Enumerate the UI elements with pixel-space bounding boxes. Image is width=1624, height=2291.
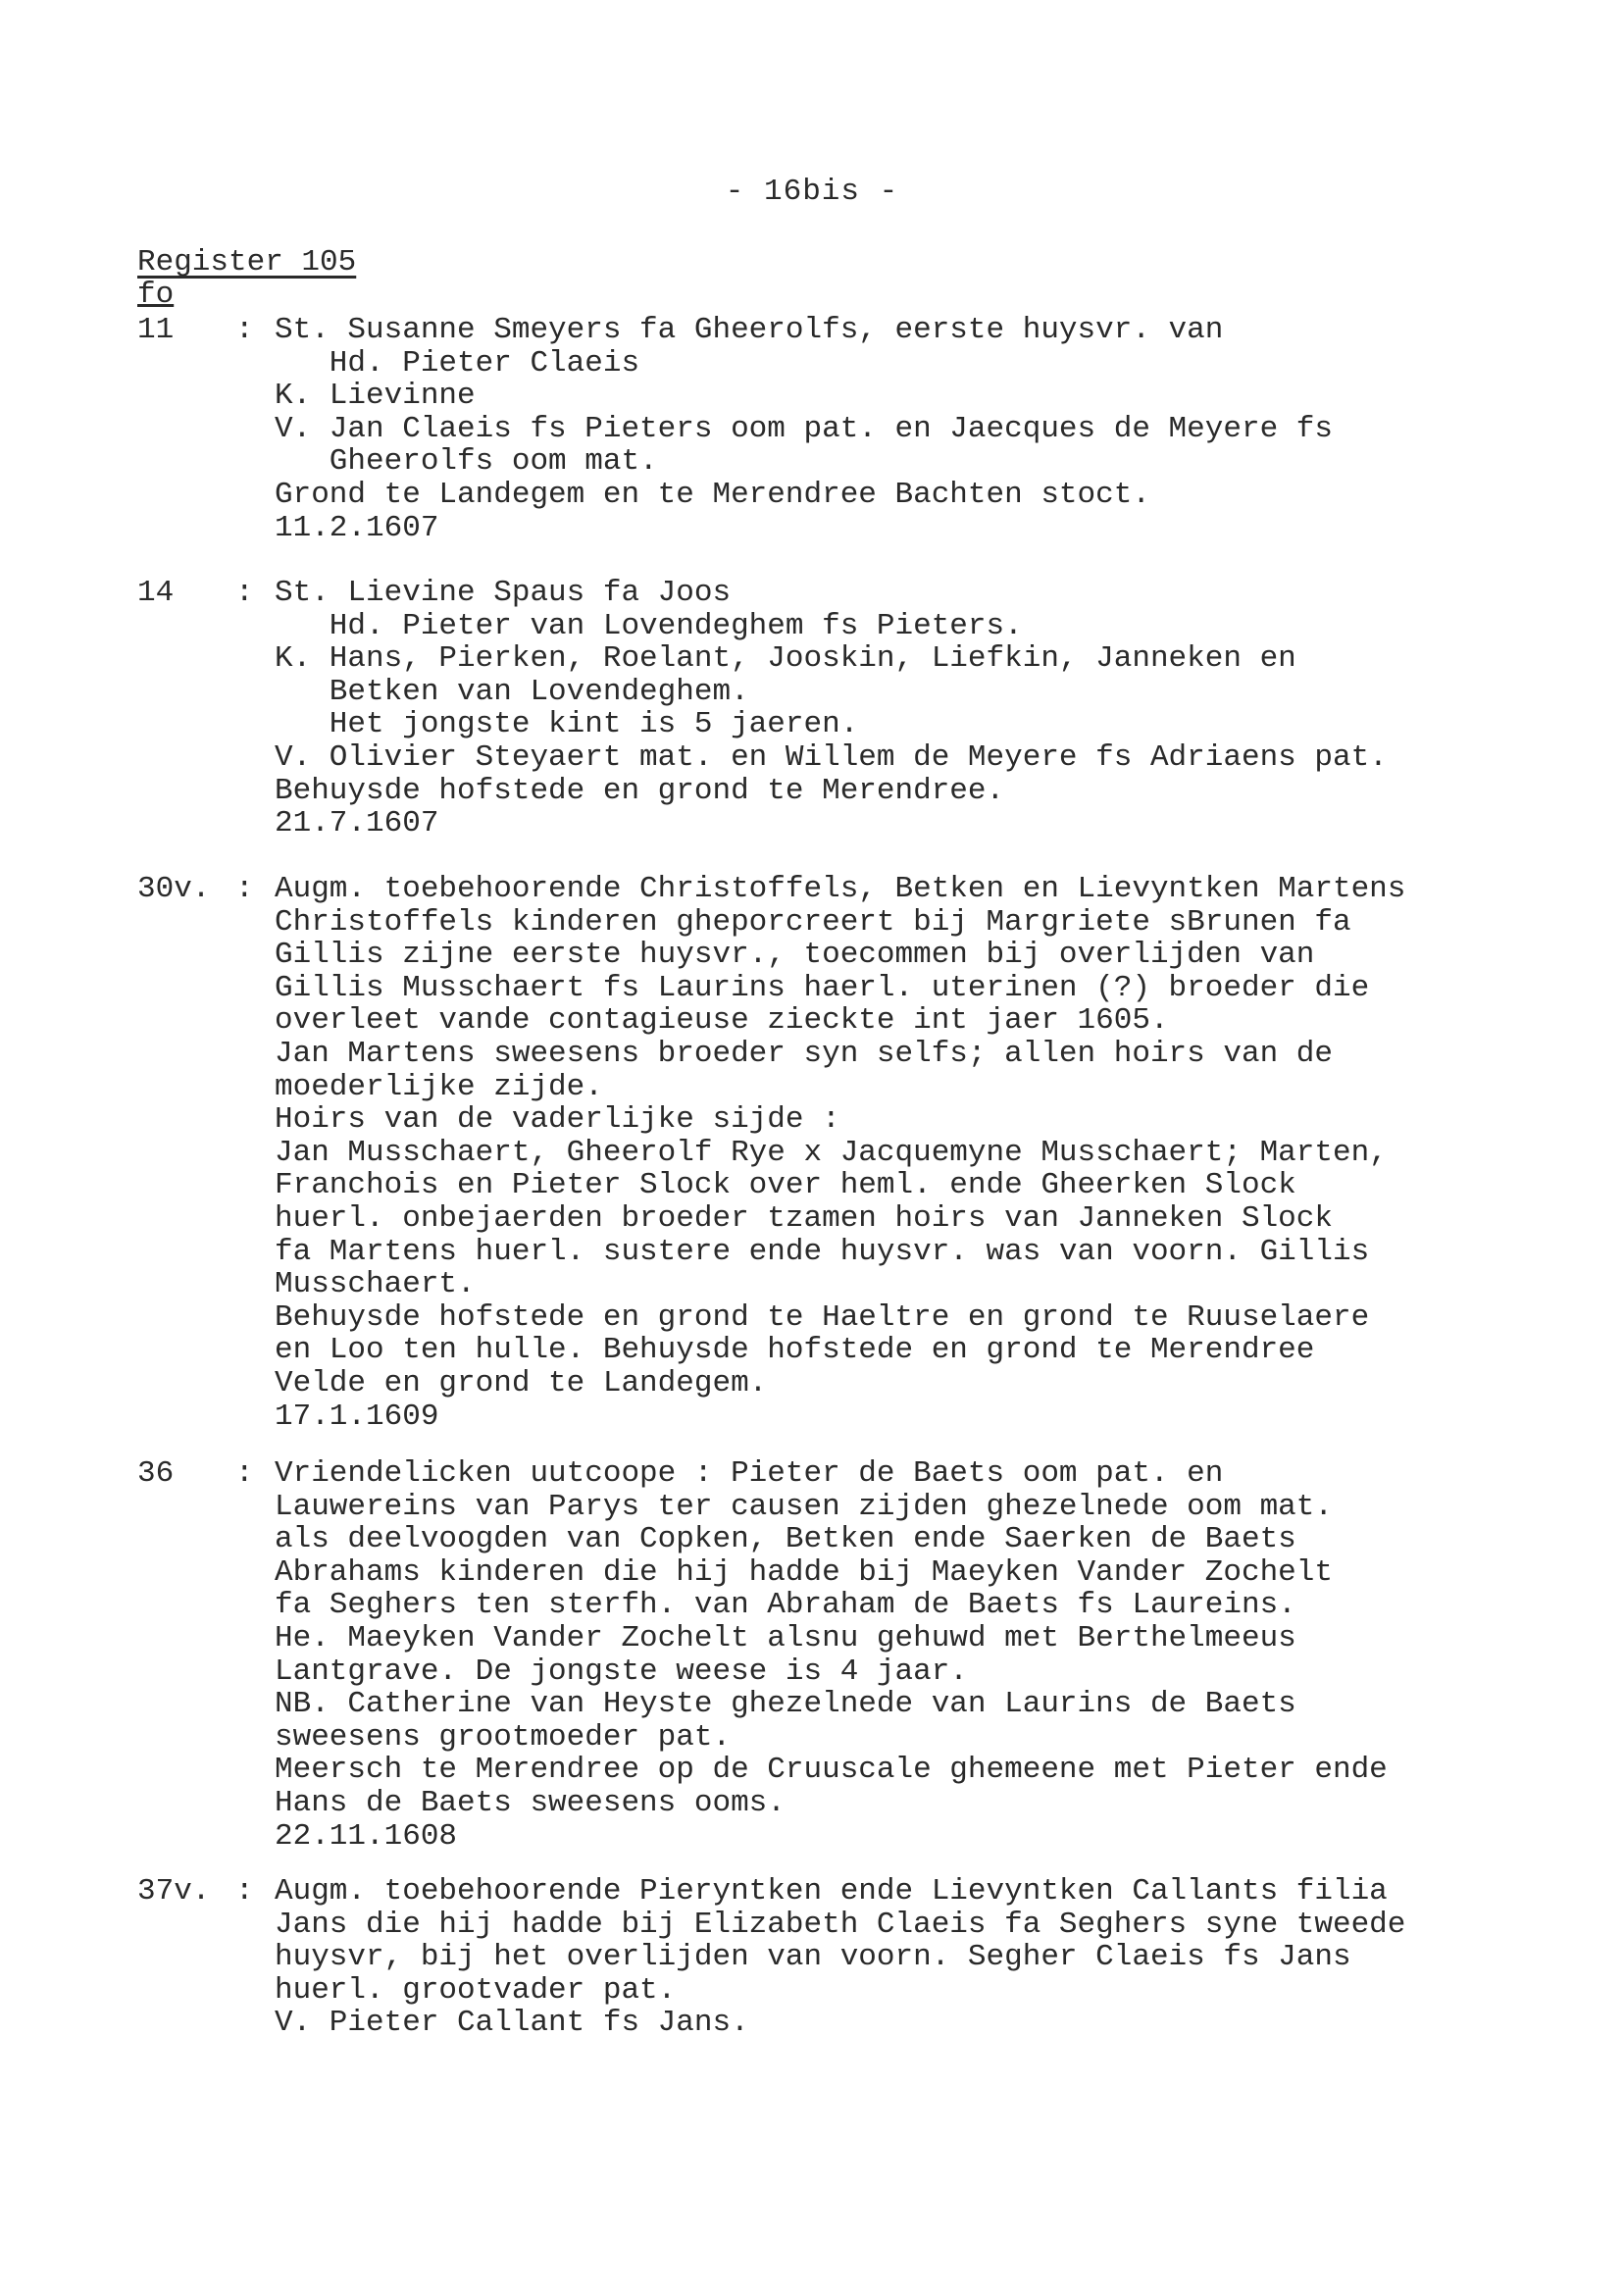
entry-line: NB. Catherine van Heyste ghezelnede van Laurins de Baets: [275, 1687, 1296, 1722]
entry-colon: :: [235, 313, 254, 347]
entry-line: Jans die hij hadde bij Elizabeth Claeis fa Seghers syne tweede: [275, 1907, 1406, 1942]
entry-line: fa Martens huerl. sustere ende huysvr. was van voorn. Gillis: [275, 1234, 1370, 1269]
entry-line: Meersch te Merendree op de Cruuscale ghemeene met Pieter ende: [275, 1753, 1388, 1788]
entry-line: St. Lievine Spaus fa Joos: [275, 576, 732, 610]
entry-body: [275, 577, 1388, 840]
entry-line: Gillis Musschaert fs Laurins haerl. uterinen (?) broeder die: [275, 970, 1370, 1005]
entry-body: [275, 1875, 1405, 2040]
entry-line: Vriendelicken uutcoope : Pieter de Baets oom pat. en: [275, 1456, 1224, 1491]
entry-line: huysvr, bij het overlijden van voorn. Segher Claeis fs Jans: [275, 1940, 1351, 1975]
entry-line: Augm. toebehoorende Christoffels, Betken en Lievyntken Martens: [275, 872, 1406, 906]
entry-line: V. Olivier Steyaert mat. en Willem de Meyere fs Adriaens pat.: [275, 739, 1388, 775]
entry-folio-number: 11: [137, 313, 175, 347]
folio-label: fo: [137, 278, 175, 312]
entry-line: Musschaert.: [275, 1267, 476, 1302]
entry-colon: :: [235, 1874, 254, 1909]
entry-line: moederlijke zijde.: [275, 1069, 603, 1104]
entry-line: 11.2.1607: [275, 510, 439, 545]
entry-line: Gillis zijne eerste huysvr., toecommen bij overlijden van: [275, 938, 1315, 973]
entry-body: [275, 1457, 1388, 1853]
entry-line: Abrahams kinderen die hij hadde bij Maeyken Vander Zochelt: [275, 1554, 1333, 1590]
entry-folio-number: 30v.: [137, 872, 211, 906]
entry-line: overleet vande contagieuse zieckte int jaer 1605.: [275, 1003, 1169, 1039]
entry-line: Hans de Baets sweesens ooms.: [275, 1785, 786, 1820]
entry-colon: :: [235, 576, 254, 610]
entry-line: 22.11.1608: [275, 1818, 458, 1854]
entry-line: Hoirs van de vaderlijke sijde :: [275, 1102, 840, 1138]
entry-line: huerl. onbejaerden broeder tzamen hoirs van Janneken Slock: [275, 1200, 1333, 1236]
entry-line: Jan Musschaert, Gheerolf Rye x Jacquemyne Musschaert; Marten,: [275, 1135, 1388, 1170]
entry-line: sweesens grootmoeder pat.: [275, 1719, 732, 1755]
entry-line: Grond te Landegem en te Merendree Bachten stoct.: [275, 477, 1150, 512]
entry-line: als deelvoogden van Copken, Betken ende Saerken de Baets: [275, 1522, 1296, 1557]
entry-line: He. Maeyken Vander Zochelt alsnu gehuwd met Berthelmeeus: [275, 1620, 1296, 1655]
entry-folio-number: 14: [137, 576, 175, 610]
entry-line: Christoffels kinderen gheporcreert bij Margriete sBrunen fa: [275, 904, 1351, 940]
entry-line: fa Seghers ten sterfh. van Abraham de Baets fs Laureins.: [275, 1588, 1296, 1623]
entry-line: Hd. Pieter van Lovendeghem fs Pieters.: [275, 608, 1023, 643]
entry-colon: :: [235, 872, 254, 906]
entry-line: Hd. Pieter Claeis: [275, 345, 640, 381]
entry-line: 21.7.1607: [275, 806, 439, 841]
entry-line: Franchois en Pieter Slock over heml. ende Gheerken Slock: [275, 1168, 1296, 1203]
entry-line: Behuysde hofstede en grond te Haeltre en grond te Ruuselaere: [275, 1299, 1370, 1335]
page-number: - 16bis -: [725, 175, 899, 209]
entry-line: Lantgrave. De jongste weese is 4 jaar.: [275, 1654, 968, 1689]
entry-colon: :: [235, 1456, 254, 1491]
register-title: Register 105: [137, 245, 357, 280]
entry-line: Jan Martens sweesens broeder syn selfs; allen hoirs van de: [275, 1036, 1333, 1071]
entry-line: en Loo ten hulle. Behuysde hofstede en grond te Merendree: [275, 1333, 1315, 1368]
entry-body: [275, 314, 1333, 544]
entry-line: V. Pieter Callant fs Jans.: [275, 2006, 749, 2041]
entry-line: K. Lievinne: [275, 379, 476, 414]
entry-line: Velde en grond te Landegem.: [275, 1365, 768, 1400]
entry-folio-number: 36: [137, 1456, 175, 1491]
entry-line: huerl. grootvader pat.: [275, 1972, 677, 2008]
entry-line: 17.1.1609: [275, 1399, 439, 1434]
entry-line: St. Susanne Smeyers fa Gheerolfs, eerste huysvr. van: [275, 313, 1224, 347]
entry-line: Gheerolfs oom mat.: [275, 444, 658, 480]
entry-line: Het jongste kint is 5 jaeren.: [275, 707, 859, 742]
entry-line: Behuysde hofstede en grond te Merendree.: [275, 773, 1005, 808]
entry-folio-number: 37v.: [137, 1874, 211, 1909]
entry-line: Augm. toebehoorende Pieryntken ende Lievyntken Callants filia: [275, 1874, 1388, 1909]
entry-line: Lauwereins van Parys ter causen zijden ghezelnede oom mat.: [275, 1489, 1333, 1524]
entry-line: Betken van Lovendeghem.: [275, 674, 749, 709]
entry-body: [275, 873, 1405, 1433]
entry-line: V. Jan Claeis fs Pieters oom pat. en Jaecques de Meyere fs: [275, 411, 1333, 446]
entry-line: K. Hans, Pierken, Roelant, Jooskin, Liefkin, Janneken en: [275, 641, 1296, 677]
